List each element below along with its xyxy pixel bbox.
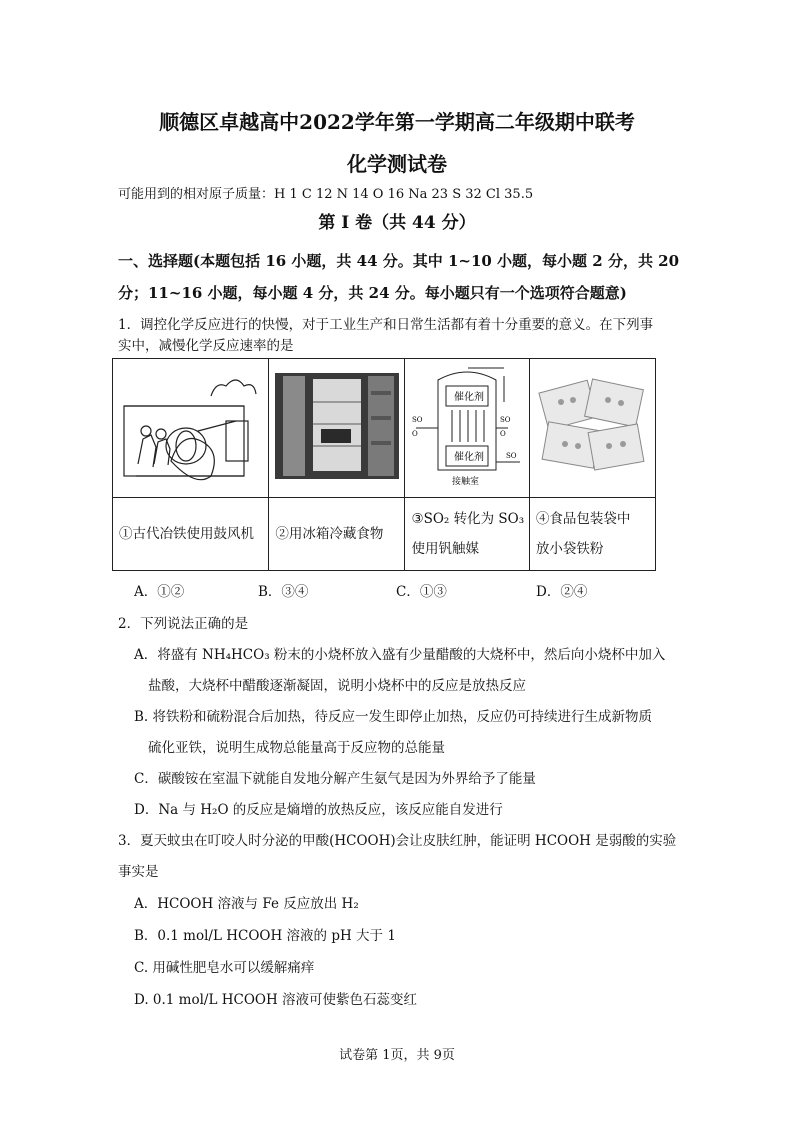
q2-option-a-line1: A．将盛有 NH₄HCO₃ 粉末的小烧杯放入盛有少量醋酸的大烧杯中，然后向小烧杯中加入 bbox=[134, 647, 666, 663]
q2-option-b-line1: B. 将铁粉和硫粉混合后加热，待反应一发生即停止加热，反应仍可持续进行生成新物质 bbox=[134, 709, 653, 725]
atomic-masses: 可能用到的相对原子质量：H 1 C 12 N 14 O 16 Na 23 S 32 Cl 35.5 bbox=[118, 187, 534, 202]
caption-4: ④食品包装袋中 放小袋铁粉 bbox=[529, 498, 655, 571]
section-instructions-line2: 分；11~16 小题，每小题 4 分，共 24 分。每小题只有一个选项符合题意) bbox=[118, 284, 627, 302]
q3-option-b: B．0.1 mol/L HCOOH 溶液的 pH 大于 1 bbox=[134, 928, 396, 944]
bottom-catalyst-label: 催化剂 bbox=[454, 452, 485, 463]
q3-option-c: C. 用碱性肥皂水可以缓解痛痒 bbox=[134, 960, 315, 976]
q1-stem-line2: 实中，减慢化学反应速率的是 bbox=[118, 338, 294, 354]
q2-option-d: D．Na 与 H₂O 的反应是熵增的放热反应，该反应能自发进行 bbox=[134, 802, 503, 818]
q1-option-b: B．③④ bbox=[258, 584, 309, 600]
chamber-label: 接触室 bbox=[452, 477, 480, 487]
so2-left-label: SO bbox=[412, 416, 423, 424]
section-instructions-line1: 一、选择题(本题包括 16 小题，共 44 分。其中 1~10 小题，每小题 2 分，共 20 bbox=[118, 252, 680, 270]
page-footer: 试卷第 1页，共 9页 bbox=[339, 1048, 455, 1063]
contact-chamber-diagram bbox=[405, 359, 529, 498]
exam-title: 顺德区卓越高中2022学年第一学期高二年级期中联考 bbox=[159, 110, 635, 134]
q1-option-c: C．①③ bbox=[396, 584, 447, 600]
caption-1: ①古代冶铁使用鼓风机 bbox=[113, 498, 269, 571]
so3-out-label: SO bbox=[506, 452, 517, 460]
q3-stem-line2: 事实是 bbox=[118, 864, 159, 880]
q3-stem-line1: 3．夏天蚊虫在叮咬人时分泌的甲酸(HCOOH)会让皮肤红肿，能证明 HCOOH 是弱酸的实验 bbox=[118, 833, 677, 849]
q1-stem-line1: 1．调控化学反应进行的快慢，对于工业生产和日常生活都有着十分重要的意义。在下列事 bbox=[118, 317, 654, 333]
caption-2: ②用冰箱冷藏食物 bbox=[269, 498, 405, 571]
q3-option-a: A．HCOOH 溶液与 Fe 反应放出 H₂ bbox=[134, 896, 359, 912]
fridge-photo bbox=[269, 359, 405, 498]
iron-powder-packets-photo bbox=[529, 359, 655, 498]
q1-option-a: A．①② bbox=[134, 584, 185, 600]
q1-option-d: D．②④ bbox=[536, 584, 588, 600]
q2-stem: 2．下列说法正确的是 bbox=[118, 616, 249, 632]
q3-option-d: D. 0.1 mol/L HCOOH 溶液可使紫色石蕊变红 bbox=[134, 992, 418, 1008]
exam-subtitle: 化学测试卷 bbox=[347, 152, 447, 176]
bellows-illustration bbox=[113, 359, 269, 498]
q1-figure-table bbox=[112, 358, 656, 571]
q2-option-c: C．碳酸铵在室温下就能自发地分解产生氨气是因为外界给予了能量 bbox=[134, 771, 536, 787]
part1-heading: 第 I 卷（共 44 分） bbox=[318, 213, 476, 233]
caption-3: ③SO₂ 转化为 SO₃ 使用钒触媒 bbox=[405, 498, 529, 571]
q2-option-a-line2: 盐酸，大烧杯中醋酸逐渐凝固，说明小烧杯中的反应是放热反应 bbox=[148, 678, 526, 694]
top-catalyst-label: 催化剂 bbox=[454, 392, 485, 403]
o2-right-label: O bbox=[500, 430, 506, 438]
o2-left-label: O bbox=[412, 430, 418, 438]
q2-option-b-line2: 硫化亚铁，说明生成物总能量高于反应物的总能量 bbox=[148, 740, 445, 756]
so2-right-label: SO bbox=[500, 416, 511, 424]
